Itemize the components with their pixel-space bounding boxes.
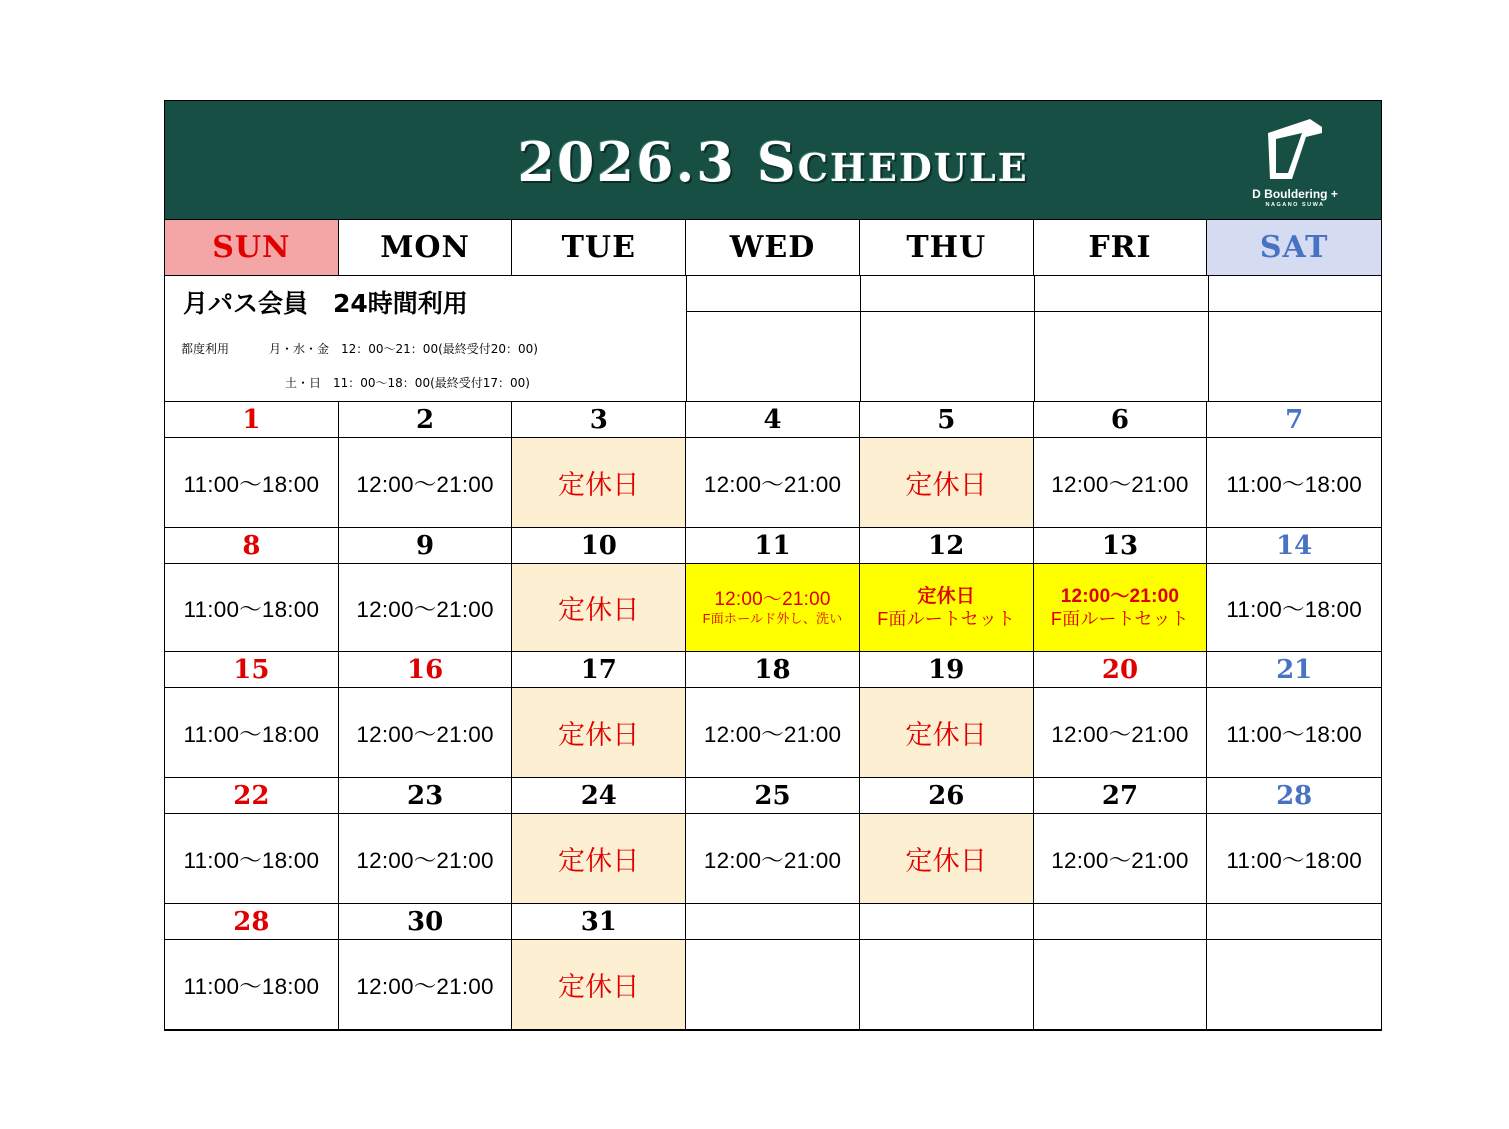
date-cell: 1	[165, 402, 339, 438]
pay-per-use-label: 都度利用	[181, 342, 230, 356]
date-cell: 2	[339, 402, 513, 438]
hours-cell: 12:00～21:00	[686, 688, 860, 778]
date-cell: 24	[512, 778, 686, 814]
week-2-hours	[165, 564, 1381, 652]
closed-day-cell: 定休日	[512, 438, 686, 528]
date-cell: 11	[686, 528, 860, 564]
week-5-hours	[165, 940, 1381, 1030]
week-3-dates	[165, 652, 1381, 688]
event-cell	[686, 564, 860, 652]
hours-cell: 12:00～21:00	[686, 814, 860, 904]
closed-day-cell: 定休日	[860, 814, 1034, 904]
hours-cell: 12:00～21:00	[1034, 438, 1208, 528]
hours-cell	[686, 940, 860, 1030]
date-cell: 3	[512, 402, 686, 438]
pay-per-use-hours-1: 月・水・金 12：00～21：00(最終受付20：00)	[269, 342, 538, 356]
event-cell	[860, 564, 1034, 652]
logo-name: D Bouldering +	[1252, 187, 1338, 201]
date-cell: 9	[339, 528, 513, 564]
date-cell: 21	[1207, 652, 1381, 688]
closed-day-cell: 定休日	[512, 940, 686, 1030]
date-cell: 18	[686, 652, 860, 688]
date-cell: 28	[165, 904, 339, 940]
hours-cell	[860, 940, 1034, 1030]
hours-cell: 12:00～21:00	[686, 438, 860, 528]
date-cell: 8	[165, 528, 339, 564]
date-cell: 4	[686, 402, 860, 438]
logo-subtitle: NAGANO SUWA	[1265, 202, 1325, 208]
week-4-dates	[165, 778, 1381, 814]
week-2-dates	[165, 528, 1381, 564]
hours-cell: 11:00～18:00	[1207, 438, 1381, 528]
hours-cell: 11:00～18:00	[1207, 688, 1381, 778]
date-cell: 31	[512, 904, 686, 940]
info-blank-cells	[687, 276, 1381, 401]
hours-cell: 12:00～21:00	[339, 814, 513, 904]
weekday-tue: TUE	[512, 220, 686, 276]
hours-cell: 11:00～18:00	[1207, 814, 1381, 904]
date-cell: 12	[860, 528, 1034, 564]
date-cell-holiday: 16	[339, 652, 513, 688]
closed-day-cell: 定休日	[860, 688, 1034, 778]
weekday-wed: WED	[686, 220, 860, 276]
date-cell: 13	[1034, 528, 1208, 564]
closed-day-cell: 定休日	[860, 438, 1034, 528]
calendar	[164, 100, 1382, 1031]
date-cell: 7	[1207, 402, 1381, 438]
page-title: 2026.3 Schedule	[517, 130, 1029, 194]
hours-cell: 11:00～18:00	[165, 814, 339, 904]
membership-info	[165, 276, 687, 401]
weekday-sat: SAT	[1207, 220, 1381, 276]
hours-cell: 12:00～21:00	[1034, 688, 1208, 778]
info-row	[165, 276, 1381, 402]
date-cell: 23	[339, 778, 513, 814]
date-cell: 15	[165, 652, 339, 688]
weekday-mon: MON	[339, 220, 513, 276]
week-1-hours	[165, 438, 1381, 528]
date-cell-holiday: 20	[1034, 652, 1208, 688]
closed-day-cell: 定休日	[512, 688, 686, 778]
event-hours: 12:00～21:00	[714, 588, 831, 610]
event-note: F面ルートセット	[1050, 608, 1189, 629]
date-cell: 14	[1207, 528, 1381, 564]
date-cell: 25	[686, 778, 860, 814]
date-cell: 28	[1207, 778, 1381, 814]
hours-cell: 11:00～18:00	[165, 688, 339, 778]
event-closed: 定休日	[917, 585, 976, 607]
date-cell: 5	[860, 402, 1034, 438]
date-cell	[686, 904, 860, 940]
event-note: F面ルートセット	[877, 608, 1016, 629]
closed-day-cell: 定休日	[512, 814, 686, 904]
date-cell	[860, 904, 1034, 940]
brand-logo	[1239, 115, 1351, 211]
hours-cell: 12:00～21:00	[339, 438, 513, 528]
event-hours: 12:00～21:00	[1060, 585, 1180, 607]
date-cell	[1207, 904, 1381, 940]
header-banner	[165, 101, 1381, 220]
pay-per-use-line-2	[181, 374, 530, 391]
pay-per-use-hours-2: 土・日 11：00～18：00(最終受付17：00)	[285, 376, 530, 390]
hours-cell: 12:00～21:00	[339, 688, 513, 778]
hours-cell: 11:00～18:00	[165, 940, 339, 1030]
weekday-fri: FRI	[1034, 220, 1208, 276]
date-cell: 19	[860, 652, 1034, 688]
membership-title: 月パス会員 24時間利用	[183, 289, 468, 318]
hours-cell: 11:00～18:00	[165, 438, 339, 528]
weekday-sun: SUN	[165, 220, 339, 276]
hours-cell: 12:00～21:00	[339, 564, 513, 652]
week-5-dates	[165, 904, 1381, 940]
hours-cell	[1034, 940, 1208, 1030]
date-cell: 10	[512, 528, 686, 564]
closed-day-cell: 定休日	[512, 564, 686, 652]
hours-cell	[1207, 940, 1381, 1030]
date-cell: 30	[339, 904, 513, 940]
date-cell	[1034, 904, 1208, 940]
date-cell: 6	[1034, 402, 1208, 438]
pay-per-use-line-1	[181, 340, 538, 357]
hours-cell: 12:00～21:00	[339, 940, 513, 1030]
date-cell: 22	[165, 778, 339, 814]
weekday-header-row	[165, 220, 1381, 276]
event-note: F面ホールド外し、洗い	[702, 610, 843, 626]
date-cell: 26	[860, 778, 1034, 814]
week-3-hours	[165, 688, 1381, 778]
week-4-hours	[165, 814, 1381, 904]
date-cell: 17	[512, 652, 686, 688]
hours-cell: 11:00～18:00	[165, 564, 339, 652]
hours-cell: 12:00～21:00	[1034, 814, 1208, 904]
weekday-thu: THU	[860, 220, 1034, 276]
week-1-dates	[165, 402, 1381, 438]
logo-mark-icon	[1262, 115, 1328, 183]
date-cell: 27	[1034, 778, 1208, 814]
event-cell	[1034, 564, 1208, 652]
hours-cell: 11:00～18:00	[1207, 564, 1381, 652]
